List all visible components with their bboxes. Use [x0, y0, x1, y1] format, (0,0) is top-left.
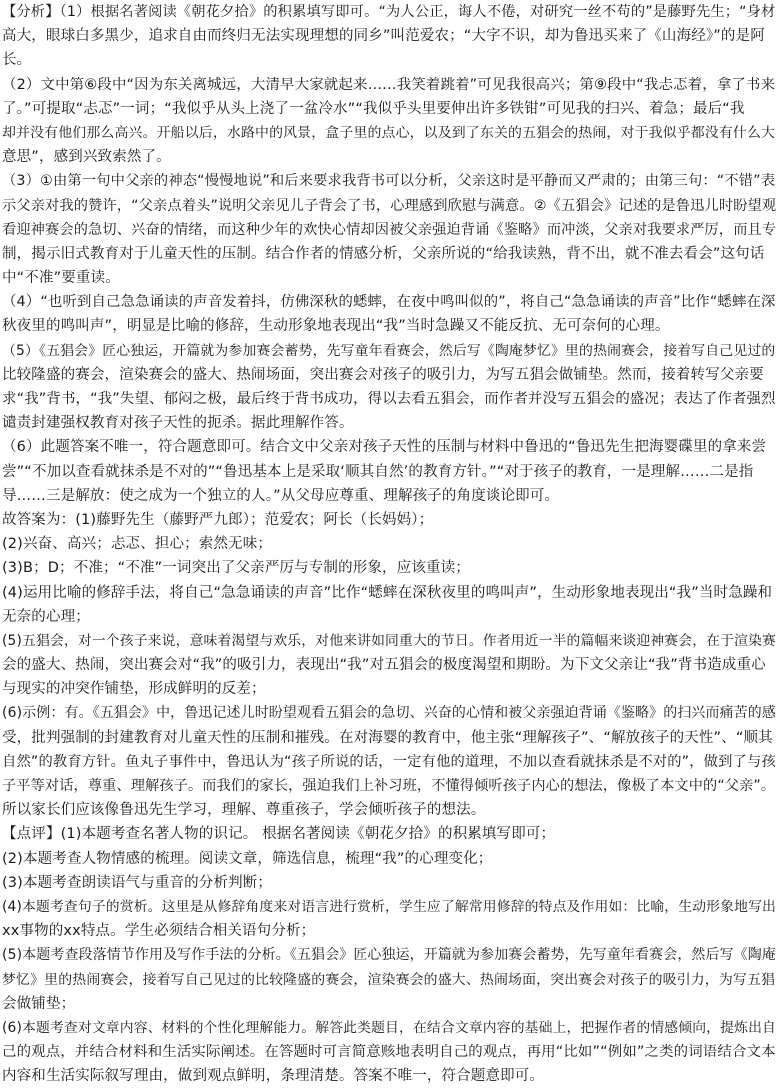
text-line: 却并没有他们那么高兴。开船以后，水路中的风景，盒子里的点心，以及到了东关的五猖会的热闹，对于我似乎都没有什么大: [2, 124, 776, 141]
text-line: (5)本题考查段落情节作用及写作手法的分析。《五猖会》匠心独运，开篇就为参加赛会蓄势，先写童年看赛会，然后写《陶庵: [2, 947, 776, 964]
text-line: 了。”可提取“忐忑”一词；“我似乎从头上浇了一盆冷水”“我似乎头里要伸出许多铁钳”可见我的扫兴、着急；最后“我: [2, 100, 745, 117]
text-line: (5)五猖会，对一个孩子来说，意味着渴望与欢乐，对他来讲如同重大的节日。作者用近一半的篇幅来谈迎神赛会，在于渲染赛: [2, 632, 776, 649]
text-line: 【分析】（1）根据名著阅读《朝花夕拾》的积累填写即可。“为人公正，诲人不倦，对研究一丝不苟的”是藤野先生；“身材: [2, 4, 776, 20]
text-line: （4）“也听到自己急急诵读的声音发着抖，仿佛深秋的蟋蟀，在夜中鸣叫似的”，将自己“急急诵读的声音”比作“蟋蟀在深: [2, 294, 776, 311]
text-line: 与现实的冲突作铺垫，形成鲜明的反差；: [2, 681, 266, 698]
text-line: 制，揭示旧式教育对于儿童天性的压制。结合作者的情感分析，父亲所说的“给我读熟，背不出，就不准去看会”这句话: [2, 245, 765, 262]
text-line: (4)运用比喻的修辞手法，将自己“急急诵读的声音”比作“蟋蟀在深秋夜里的鸣叫声”，生动形象地表现出“我”当时急躁和: [2, 584, 773, 601]
text-line: 看迎神赛会的急切、兴奋的情绪，而这种少年的欢快心情却因被父亲强迫背诵《鉴略》而冲淡，父亲对我要求严厉，而且专: [2, 221, 777, 238]
text-line: 谴责封建强权教育对孩子天性的扼杀。据此理解作答。: [2, 415, 354, 432]
text-line: (4)本题考查句子的赏析。这里是从修辞角度来对语言进行赏析，学生应了解常用修辞的特点及作用如：比喻，生动形象地写出: [2, 898, 776, 915]
text-line: （5）《五猖会》匠心独运，开篇就为参加赛会蓄势，先写童年看赛会，然后写《陶庵梦忆》里的热闹赛会，接着写自己见过的: [2, 342, 776, 359]
text-line: 比较隆盛的赛会，渲染赛会的盛大、热闹场面，突出赛会对孩子的吸引力，为写五猖会做铺垫。然而，接着转写父亲要: [2, 366, 764, 383]
text-line: 内容和生活实际叙写理由，做到观点鲜明，条理清楚。答案不唯一，符合题意即可。: [2, 1068, 545, 1085]
text-line: 导……三是解放：使之成为一个独立的人。”从父母应尊重、理解孩子的角度谈论即可。: [2, 487, 560, 504]
text-line: xx事物的xx特点。学生必须结合相关语句分析；: [2, 923, 316, 940]
text-line: 高大，眼球白多黑少，追求自由而终归无法实现理想的同乡”叫范爱农；“大字不识，却为鲁迅买来了《山海经》”的是阿: [2, 28, 765, 45]
text-line: 自然”的教育方针。鱼丸子事件中，鲁迅认为“孩子所说的话，一定有他的道理，不加以查看就抹杀是不对的”，做到了与孩: [2, 753, 776, 770]
text-line: 子平等对话，尊重、理解孩子。而我们的家长，强迫我们上补习班，不懂得倾听孩子内心的想法，像极了本文中的“父亲”。: [2, 778, 776, 794]
text-line: 长。: [2, 52, 32, 69]
text-line: 会做铺垫；: [2, 995, 76, 1012]
text-line: 梦忆》里的热闹赛会，接着写自己见过的比较隆盛的赛会，渲染赛会的盛大、热闹场面，突出赛会对孩子的吸引力，为写五猖: [2, 971, 776, 988]
document-body: [2, 0, 778, 1088]
text-line: (2)兴奋、高兴；忐忑、担心；索然无味；: [2, 536, 273, 553]
text-line: （2）文中第⑥段中“因为东关离城远，大清早大家就起来……我笑着跳着”可见我很高兴；第⑨段中“我忐忑着，拿了书来: [2, 76, 776, 93]
text-line: (3)本题考查朗读语气与重音的分析判断；: [2, 874, 273, 891]
text-line: 求“我”背书，“我”失望、郁闷之极，最后终于背书成功，得以去看五猖会，而作者并没写五猖会的盛况；表达了作者强烈: [2, 391, 776, 407]
text-line: 所以家长们应该像鲁迅先生学习，理解、尊重孩子，学会倾听孩子的想法。: [2, 802, 486, 819]
text-line: 尝”“不加以查看就抹杀是不对的”“鲁迅基本上是采取‘顺其自然’的教育方针。”“对于孩子的教育，一是理解……二是指: [2, 463, 754, 480]
text-line: （6）此题答案不唯一，符合题意即可。结合文中父亲对孩子天性的压制与材料中鲁迅的“鲁迅先生把海婴碟里的拿来尝: [2, 439, 767, 456]
text-line: 故答案为：(1)藤野先生（藤野严九郎）；范爱农；阿长（长妈妈）；: [2, 511, 434, 528]
text-line: 示父亲对我的赞许，“父亲点着头”说明父亲见儿子背会了书，心理感到欣慰与满意。②《五猖会》记述的是鲁迅儿时盼望观: [2, 197, 777, 214]
text-line: 【点评】(1)本题考查名著人物的识记。 根据名著阅读《朝花夕拾》的积累填写即可；: [2, 826, 556, 843]
text-line: 己的观点，并结合材料和生活实际阐述。在答题时可言简意赅地表明自己的观点，再用“比如”“例如”之类的词语结合文本: [2, 1044, 776, 1061]
text-line: 中“不准”要重读。: [2, 270, 120, 287]
text-line: 无奈的心理；: [2, 608, 90, 625]
text-line: (3)B；D；不准；“不准”一词突出了父亲严厉与专制的形象，应该重读；: [2, 560, 470, 577]
text-line: 秋夜里的鸣叫声”，明显是比喻的修辞，生动形象地表现出“我”当时急躁又不能反抗、无可奈何的心理。: [2, 318, 670, 335]
text-line: 会的盛大、热闹，突出赛会对“我”的吸引力，表现出“我”对五猖会的极度渴望和期盼。为下文父亲让“我”背书造成重心: [2, 657, 766, 674]
text-line: (6)示例：有。《五猖会》中，鲁迅记述儿时盼望观看五猖会的急切、兴奋的心情和被父亲强迫背诵《鉴略》的扫兴而痛苦的感: [2, 705, 776, 722]
text-line: 受，批判强制的封建教育对儿童天性的压制和摧残。在对海婴的教育中，他主张“理解孩子”、“解放孩子的天性”、“顺其: [2, 729, 773, 746]
text-line: (2)本题考查人物情感的梳理。阅读文章，筛选信息，梳理“我”的心理变化；: [2, 850, 493, 867]
text-line: (6)本题考查对文章内容、材料的个性化理解能力。解答此类题目，在结合文章内容的基础上，把握作者的情感倾向，提炼出自: [2, 1019, 776, 1036]
text-line: 意思”，感到兴致索然了。: [2, 149, 171, 166]
text-line: （3）①由第一句中父亲的神态“慢慢地说”和后来要求我背书可以分析，父亲这时是平静而又严肃的；由第三句：“不错”表: [2, 173, 776, 190]
